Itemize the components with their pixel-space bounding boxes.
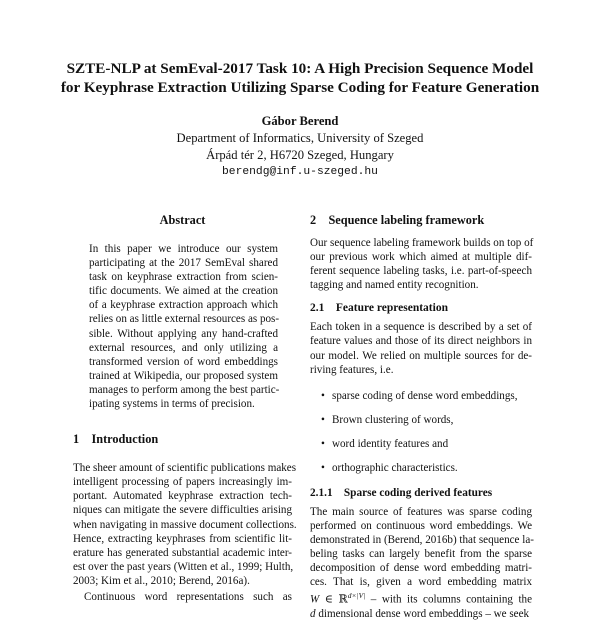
body-line: tagging and named entity recognition. bbox=[310, 279, 479, 292]
body-line: Our sequence labeling framework builds on top of bbox=[310, 237, 534, 249]
intro-line: 2003; Kim et al., 2010; Berend, 2016a). bbox=[73, 574, 250, 587]
bullet-icon: • bbox=[321, 461, 325, 474]
section-title: Feature representation bbox=[335, 302, 448, 315]
body-line: feature values and those of its direct neighbors in bbox=[310, 335, 532, 348]
section-number: 2.1 bbox=[310, 302, 325, 315]
intro-line: portant. Automated keyphrase extraction tech- bbox=[73, 490, 292, 503]
paper-title bbox=[0, 60, 600, 97]
intro-line: Continuous word representations such as bbox=[84, 590, 292, 603]
abstract-line: relies on as little external resources as pos- bbox=[89, 313, 280, 326]
abstract-heading: Abstract bbox=[159, 213, 206, 227]
abstract-line: ipating systems in terms of precision. bbox=[89, 398, 255, 411]
author-block bbox=[0, 113, 600, 181]
body-line: The main source of features was sparse coding bbox=[310, 505, 532, 518]
body-line: beling tasks can largely benefit from the sparse bbox=[310, 548, 532, 561]
title-line-1: SZTE-NLP at SemEval-2017 Task 10: A High Precision Sequence Model bbox=[66, 60, 534, 77]
list-item bbox=[320, 437, 532, 451]
abstract-line: external resources, and only utilizing a bbox=[89, 341, 278, 354]
abstract-line: sible. Without applying any hand-crafted bbox=[89, 327, 278, 340]
affiliation: Department of Informatics, University of Szeged bbox=[176, 131, 424, 145]
bullet-icon: • bbox=[321, 413, 325, 426]
math-symbol-reals: ℝ bbox=[338, 594, 348, 606]
right-column bbox=[310, 212, 532, 621]
body-line: decomposition of dense word embedding matri- bbox=[310, 562, 532, 575]
section-heading-2 bbox=[310, 212, 532, 228]
math-symbol-w: W bbox=[310, 594, 320, 606]
math-superscript: d×|V| bbox=[347, 591, 366, 601]
intro-line: when navigating in massive document collections. bbox=[73, 518, 297, 531]
section-2-1-1-paragraph bbox=[310, 505, 532, 621]
section-heading-introduction bbox=[73, 431, 292, 447]
abstract-line: of a keyphrase extraction approach which bbox=[89, 299, 278, 312]
author-email[interactable]: berendg@inf.u-szeged.hu bbox=[222, 166, 378, 178]
introduction-paragraph-1 bbox=[73, 461, 297, 588]
body-line: performed on continuous word embeddings. We bbox=[310, 519, 532, 532]
section-title: Introduction bbox=[91, 432, 159, 447]
introduction-paragraph-2 bbox=[73, 590, 292, 604]
body-line: ferent sequence labeling tasks, i.e. part-of-speech bbox=[310, 265, 532, 278]
intro-line: The sheer amount of scientific publications makes bbox=[73, 462, 297, 475]
abstract-body bbox=[73, 242, 292, 411]
body-line: riving features, i.e. bbox=[310, 363, 394, 376]
abstract-line: In this paper we introduce our system bbox=[89, 243, 278, 255]
list-item-text: orthographic characteristics. bbox=[332, 461, 458, 474]
body-line-text: dimensional dense word embeddings – we seek bbox=[318, 608, 530, 621]
abstract-line: participating at the 2017 SemEval shared bbox=[89, 257, 278, 270]
title-line-2: for Keyphrase Extraction Utilizing Sparse Coding for Feature Generation bbox=[60, 78, 540, 96]
math-line-text: – with its columns containing the bbox=[370, 594, 533, 606]
list-item-text: Brown clustering of words, bbox=[332, 413, 454, 426]
address: Árpád tér 2, H6720 Szeged, Hungary bbox=[206, 148, 394, 162]
bullet-icon: • bbox=[321, 437, 325, 450]
abstract-line: tific documents. We aimed at the creation bbox=[89, 285, 278, 298]
list-item-text: word identity features and bbox=[332, 437, 449, 450]
math-symbol-in: ∈ bbox=[324, 594, 333, 606]
author-name: Gábor Berend bbox=[261, 114, 339, 128]
section-heading-2-1 bbox=[310, 300, 532, 316]
list-item bbox=[320, 389, 532, 403]
section-2-paragraph bbox=[310, 236, 532, 292]
abstract-line: trained at Wikipedia, our proposed system bbox=[89, 369, 278, 382]
section-number: 2.1.1 bbox=[310, 486, 333, 499]
intro-line: erature has generated substantial academic inter- bbox=[73, 546, 292, 559]
feature-list bbox=[320, 389, 532, 475]
left-column bbox=[73, 212, 297, 604]
intro-line: niques can mitigate the severe difficulties arising bbox=[73, 504, 292, 517]
body-line: Each token in a sequence is described by a set of bbox=[310, 321, 532, 334]
body-line: ces. That is, given a word embedding matrix bbox=[310, 576, 532, 589]
list-item bbox=[320, 461, 532, 475]
abstract-line: transformed version of word embeddings bbox=[89, 355, 278, 368]
abstract-line: manages to perform among the best partic- bbox=[89, 383, 280, 396]
body-line bbox=[310, 607, 532, 621]
bullet-icon: • bbox=[321, 389, 325, 402]
intro-line: intelligent processing of papers increasingly im- bbox=[73, 476, 292, 489]
section-title: Sequence labeling framework bbox=[328, 213, 485, 227]
list-item-text: sparse coding of dense word embeddings, bbox=[332, 389, 518, 402]
section-title: Sparse coding derived features bbox=[343, 486, 493, 499]
section-number: 1 bbox=[73, 432, 80, 447]
math-symbol-d: d bbox=[310, 608, 316, 621]
section-number: 2 bbox=[310, 213, 317, 227]
intro-line: est over the past years (Witten et al., 1999; Hulth, bbox=[73, 560, 294, 573]
body-line: our model. We relied on multiple sources for de- bbox=[310, 349, 532, 362]
math-line bbox=[310, 589, 532, 607]
abstract-line: task on keyphrase extraction from scien- bbox=[89, 271, 278, 284]
intro-line: Hence, extracting keyphrases from scientific lit- bbox=[73, 532, 292, 545]
body-line: demonstrated in (Berend, 2016b) that sequence la- bbox=[310, 533, 534, 546]
body-line: our previous work which aimed at multiple dif- bbox=[310, 251, 532, 264]
section-heading-2-1-1 bbox=[310, 485, 532, 501]
section-2-1-paragraph bbox=[310, 320, 532, 376]
list-item bbox=[320, 413, 532, 427]
